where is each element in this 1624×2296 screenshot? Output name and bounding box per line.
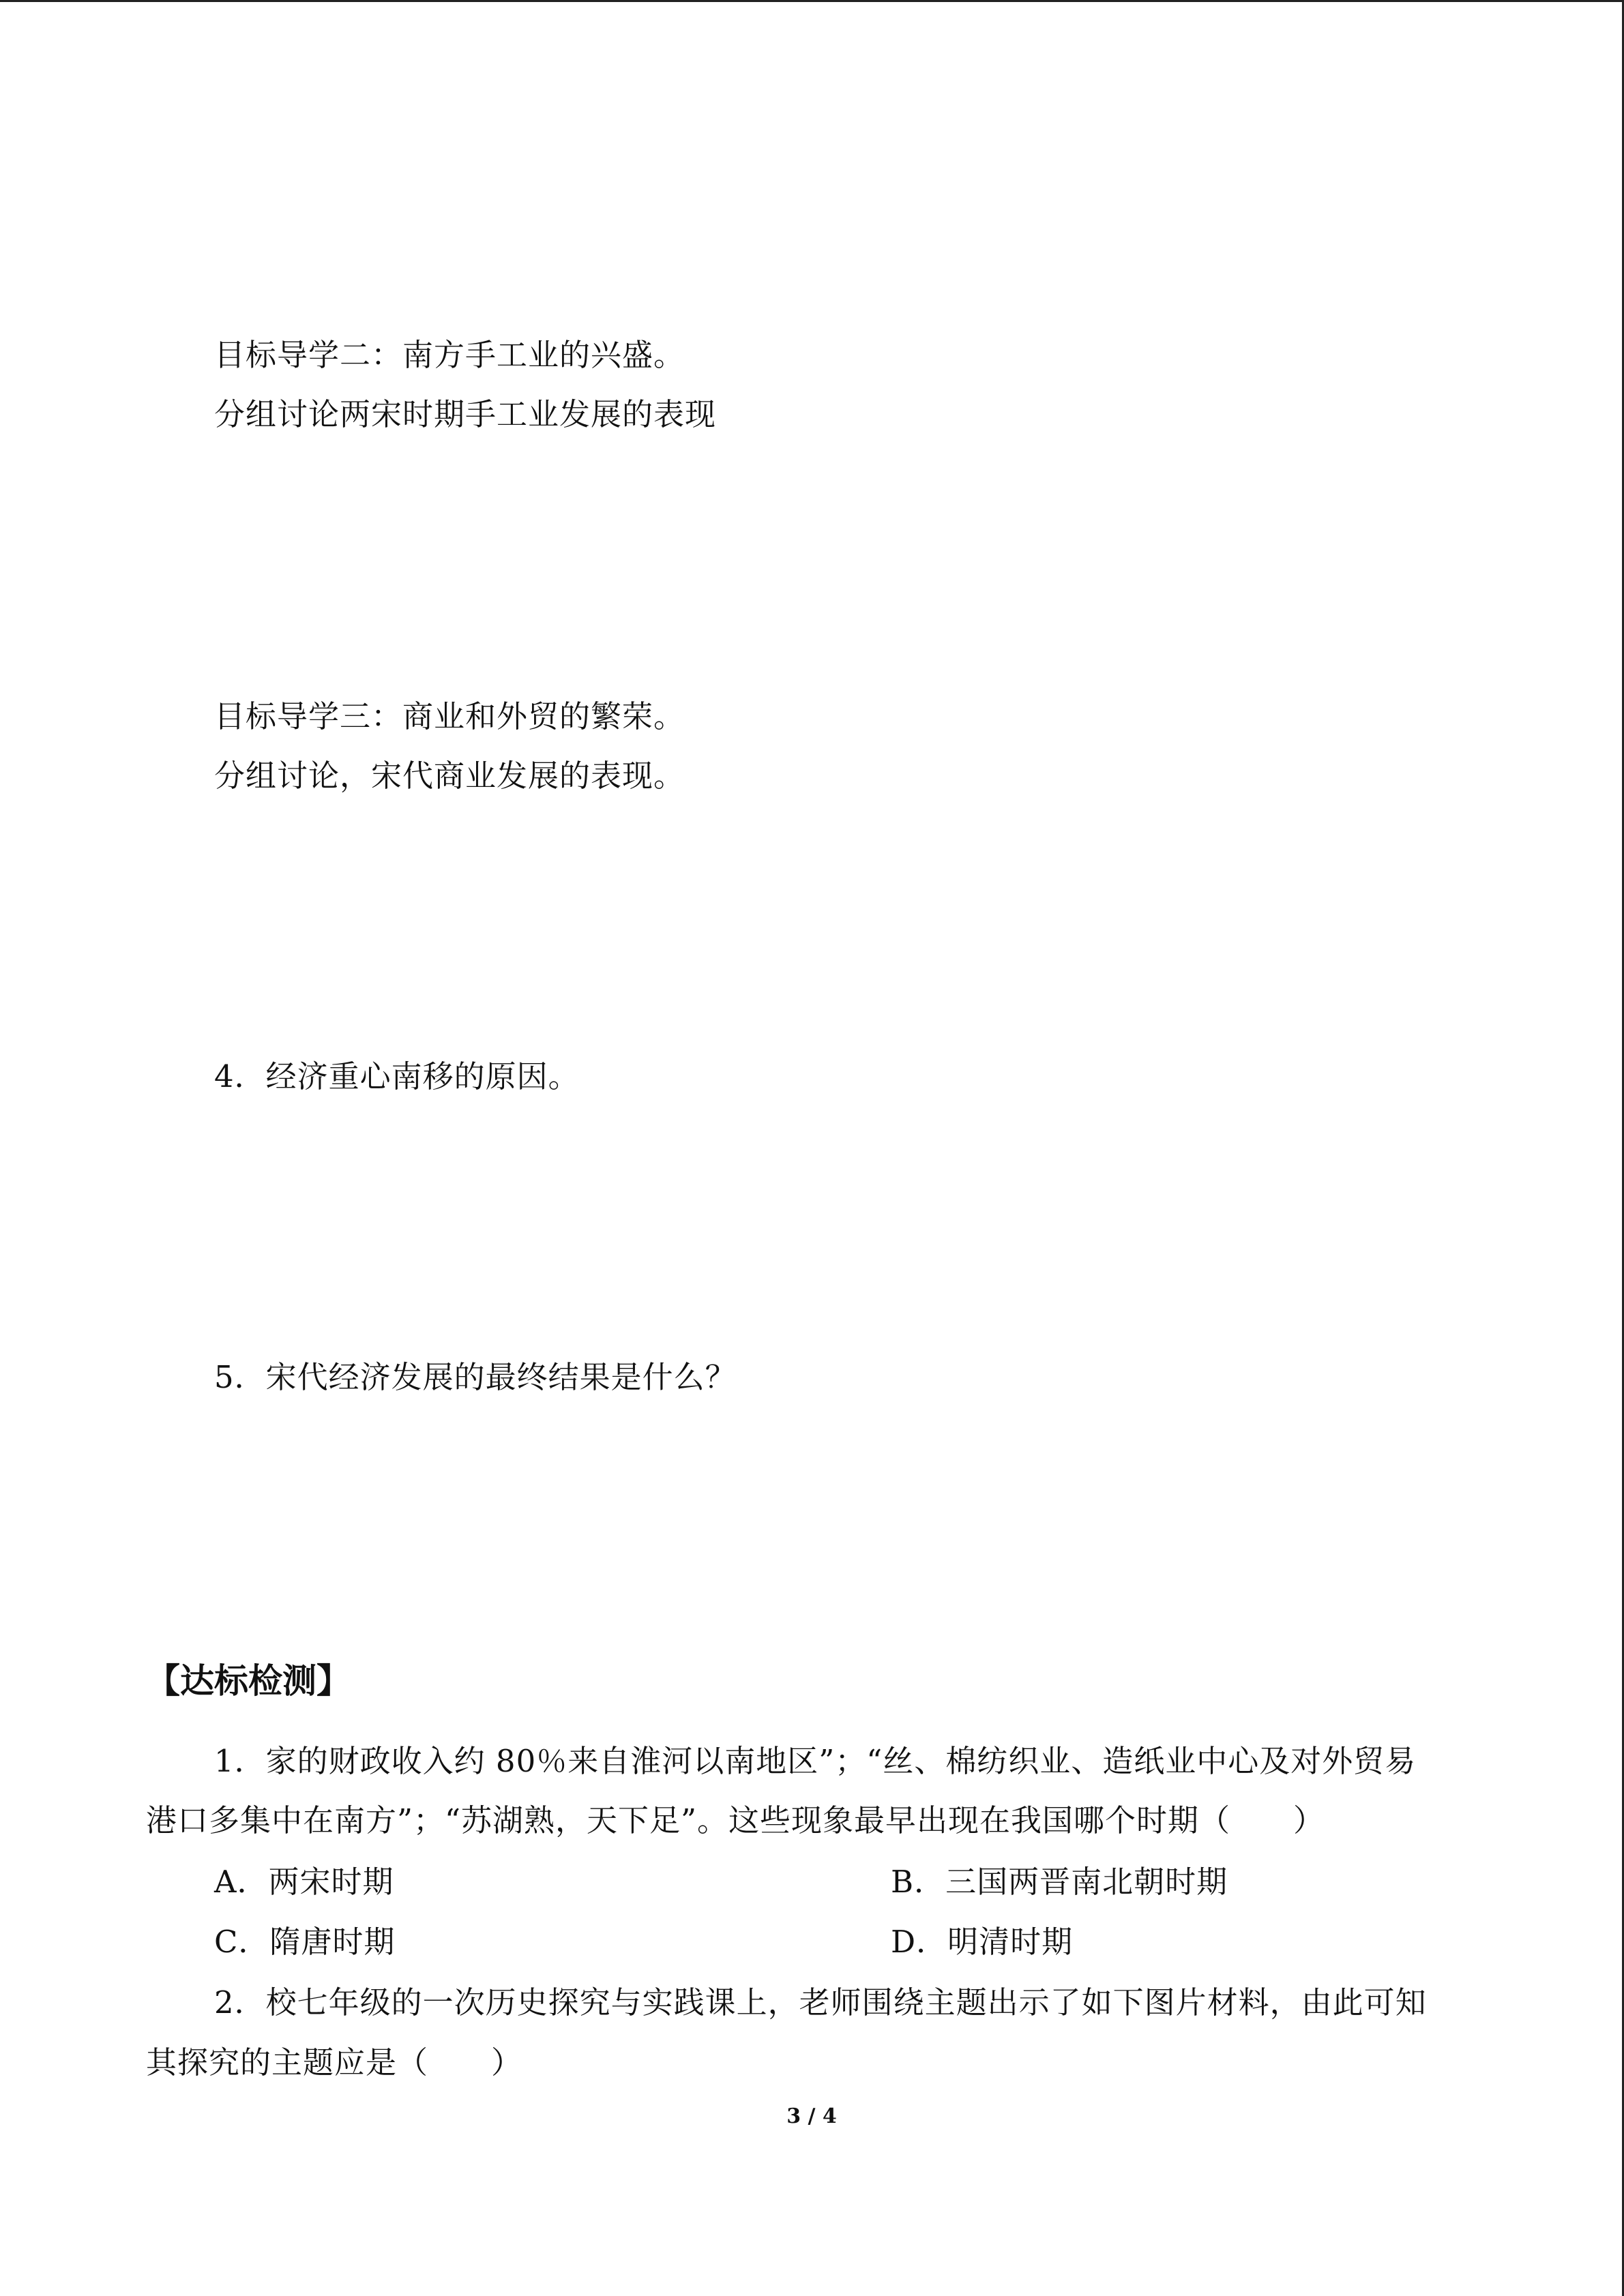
item-4-question: 4．经济重心南移的原因。 — [214, 1058, 580, 1094]
goal3-task: 分组讨论，宋代商业发展的表现。 — [214, 758, 685, 794]
question-1-option-b: B．三国两晋南北朝时期 — [891, 1864, 1228, 1900]
page-top-border — [0, 0, 1624, 2]
question-1-option-c: C．隋唐时期 — [214, 1924, 396, 1960]
question-1-line-1: 1．家的财政收入约 80％来自淮河以南地区”；“丝、棉纺织业、造纸业中心及对外贸易 — [214, 1743, 1417, 1779]
question-2-line-2: 其探究的主题应是（ ） — [146, 2044, 523, 2081]
question-1-option-a: A．两宋时期 — [214, 1864, 394, 1900]
question-1-option-d: D．明清时期 — [891, 1924, 1074, 1960]
test-section-heading: 【达标检测】 — [146, 1661, 351, 1701]
goal2-title: 目标导学二：南方手工业的兴盛。 — [214, 337, 685, 373]
question-2-line-1: 2．校七年级的一次历史探究与实践课上，老师围绕主题出示了如下图片材料，由此可知 — [214, 1984, 1427, 2021]
item-5-question: 5．宋代经济发展的最终结果是什么？ — [214, 1359, 737, 1395]
page-number: 3 / 4 — [786, 2104, 837, 2128]
goal3-title: 目标导学三：商业和外贸的繁荣。 — [214, 698, 685, 734]
question-1-line-2: 港口多集中在南方”；“苏湖熟，天下足”。这些现象最早出现在我国哪个时期（ ） — [146, 1802, 1325, 1838]
goal2-task: 分组讨论两宋时期手工业发展的表现 — [214, 396, 717, 432]
